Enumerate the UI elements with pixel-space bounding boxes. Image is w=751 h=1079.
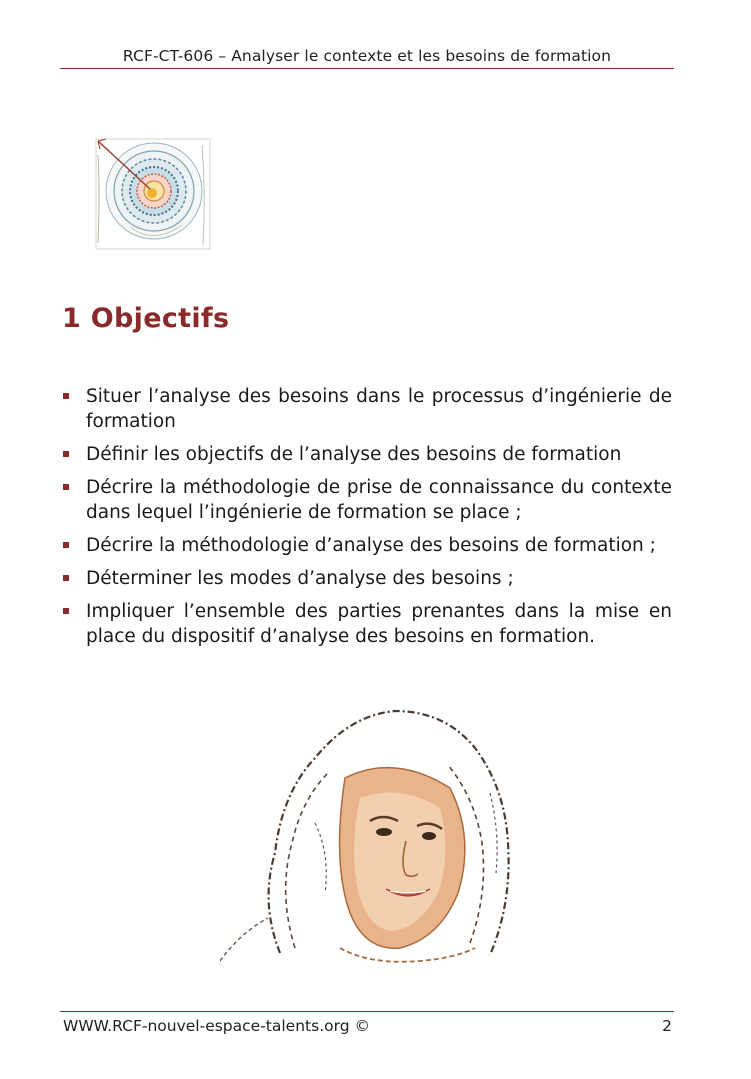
bullet-square-icon — [63, 575, 69, 581]
target-dartboard-illustration — [90, 135, 215, 253]
objective-text: Déterminer les modes d’analyse des besoins ; — [86, 568, 514, 589]
page-number: 2 — [662, 1017, 672, 1035]
objective-text: Décrire la méthodologie d’analyse des besoins de formation ; — [86, 535, 656, 556]
footer-website: WWW.RCF-nouvel-espace-talents.org © — [63, 1017, 370, 1035]
bullet-square-icon — [63, 542, 69, 548]
objective-text: Décrire la méthodologie de prise de connaissance du contexte dans lequel l’ingénierie de formation se place ; — [86, 477, 672, 523]
page-header-title: RCF-CT-606 – Analyser le contexte et les besoins de formation — [122, 47, 612, 65]
list-item — [60, 442, 672, 467]
list-item — [60, 599, 672, 649]
list-item — [60, 566, 672, 591]
bullet-square-icon — [63, 393, 69, 399]
list-item — [60, 533, 672, 558]
objective-text: Situer l’analyse des besoins dans le processus d’ingénierie de formation — [86, 386, 672, 432]
list-item — [60, 384, 672, 434]
bullet-square-icon — [63, 608, 69, 614]
sketched-woman-portrait-illustration — [220, 703, 520, 965]
footer-divider — [60, 1011, 674, 1012]
bullet-square-icon — [63, 451, 69, 457]
header-divider — [60, 68, 674, 69]
bullet-square-icon — [63, 484, 69, 490]
list-item — [60, 475, 672, 525]
objectives-list — [60, 384, 672, 657]
section-heading: 1 Objectifs — [62, 303, 230, 334]
objective-text: Définir les objectifs de l’analyse des besoins de formation — [86, 444, 622, 465]
objective-text: Impliquer l’ensemble des parties prenantes dans la mise en place du dispositif d’analyse des besoins en formation. — [86, 601, 672, 647]
